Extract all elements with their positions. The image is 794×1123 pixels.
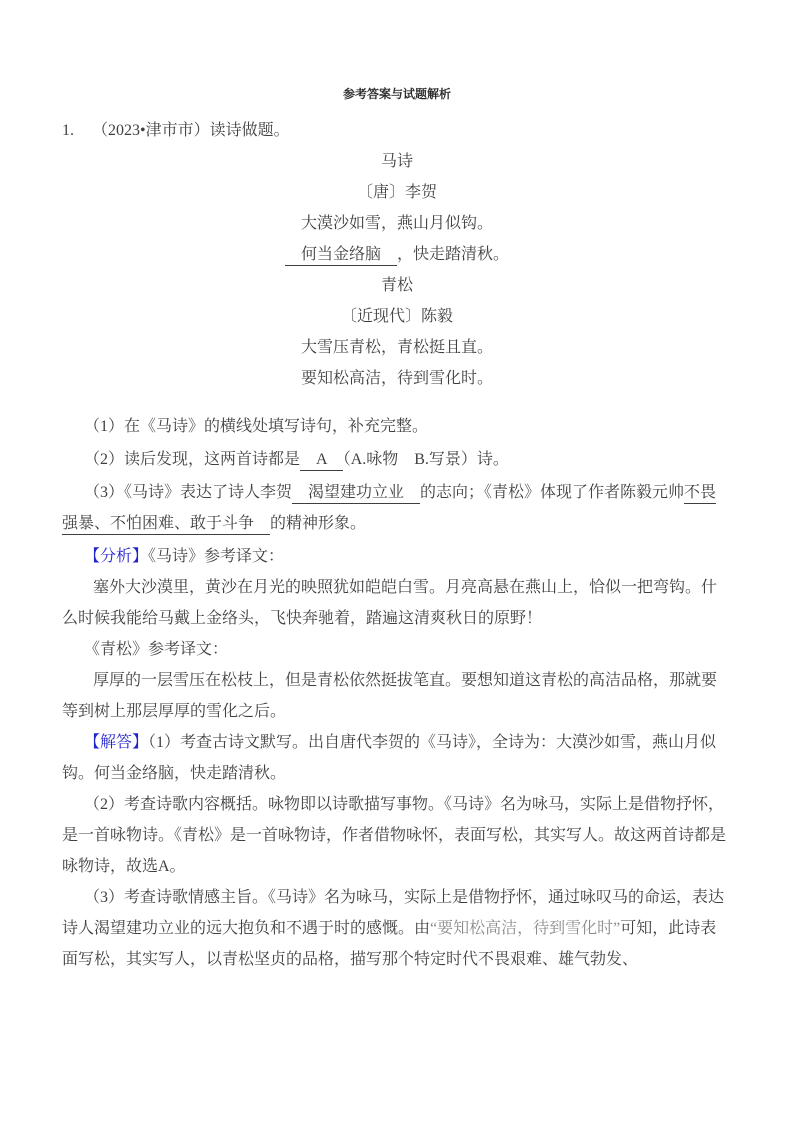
poem2-line: 要知松高洁，待到雪化时。 <box>300 370 493 387</box>
answer-paragraph-3-text: （3）考查诗歌情感主旨。《马诗》名为咏马，实际上是借物抒怀，通过咏叹马的命运，表达诗人渴望建功立业的远大抱负和不遇于时的感慨。由 <box>62 889 725 937</box>
sub-questions <box>62 411 732 539</box>
page-title: 参考答案与试题解析 <box>342 87 451 101</box>
poem1-line <box>62 239 732 270</box>
answer-blank-q3-second: 不畏强暴、不怕困难、敢于斗争 <box>62 484 716 535</box>
question-number: 1. <box>62 122 74 139</box>
sub-question-3-end: 的精神形象。 <box>270 515 367 532</box>
sub-question-3 <box>62 477 732 539</box>
analysis-translation-2: 厚厚的一层雪压在松枝上，但是青松依然挺拔笔直。要想知道这青松的高洁品格，那就要等到树上那层厚厚的雪化之后。 <box>62 672 718 720</box>
quoted-poem-phrase: “要知松高洁，待到雪化时” <box>430 920 621 937</box>
answer-paragraph-1 <box>62 727 732 789</box>
poem-block <box>62 146 732 394</box>
sub-question-2-text: （2）读后发现，这两首诗都是 <box>84 451 301 468</box>
poem1-author: 〔唐〕李贺 <box>356 184 437 201</box>
analysis-section <box>62 541 732 727</box>
poem1-line-rest: ，快走踏清秋。 <box>397 246 510 263</box>
sub-question-2 <box>62 444 732 475</box>
poem1-line: 大漠沙如雪，燕山月似钩。 <box>300 215 493 232</box>
answer-section <box>62 727 732 975</box>
sub-question-2-options: （A.咏物 B.写景）诗。 <box>342 451 509 468</box>
answer-label: 【解答】 <box>84 734 149 751</box>
analysis-head <box>62 541 732 572</box>
analysis-intro-1: 《马诗》参考译文： <box>148 548 285 565</box>
poem1-blank-answer: 何当金络脑 <box>285 246 397 266</box>
answer-paragraph-3-end: 可知，此诗表面写松，其实写人，以青松坚贞的品格，描写那个特定时代不畏艰难、雄气勃发、 <box>62 920 717 968</box>
poem2-author: 〔近现代〕陈毅 <box>340 308 453 325</box>
analysis-intro-2: 《青松》参考译文： <box>84 641 229 658</box>
answer-blank-q2: A <box>300 451 343 471</box>
answer-paragraph-2: （2）考查诗歌内容概括。咏物即以诗歌描写事物。《马诗》名为咏马，实际上是借物抒怀，是一首咏物诗。《青松》是一首咏物诗，作者借物咏怀，表面写松，其实写人。故这两首诗都是咏物诗，故选A。 <box>62 796 727 875</box>
question-item-head <box>62 115 732 146</box>
poem2-title: 青松 <box>380 277 413 294</box>
analysis-label: 【分析】 <box>84 548 149 565</box>
question-stem: （2023•津市市）读诗做题。 <box>92 122 290 139</box>
sub-question-1: （1）在《马诗》的横线处填写诗句，补充完整。 <box>84 418 429 435</box>
poem2-line: 大雪压青松，青松挺且直。 <box>300 339 493 356</box>
sub-question-3-text: （3）《马诗》表达了诗人李贺 <box>84 484 293 501</box>
poem1-title: 马诗 <box>380 153 413 170</box>
sub-question-3-mid: 的志向；《青松》体现了作者陈毅元帅 <box>420 484 685 501</box>
analysis-translation-1: 塞外大沙漠里，黄沙在月光的映照犹如皑皑白雪。月亮高悬在燕山上，恰似一把弯钩。什么时候我能给马戴上金络头，飞快奔驰着，踏遍这清爽秋日的原野！ <box>62 579 718 627</box>
answer-paragraph-3 <box>62 882 732 975</box>
answer-blank-q3-first: 渴望建功立业 <box>292 484 420 504</box>
answer-paragraph-1-text: （1）考查古诗文默写。出自唐代李贺的《马诗》，全诗为：大漠沙如雪，燕山月似钩。何当金络脑，快走踏清秋。 <box>62 734 717 782</box>
